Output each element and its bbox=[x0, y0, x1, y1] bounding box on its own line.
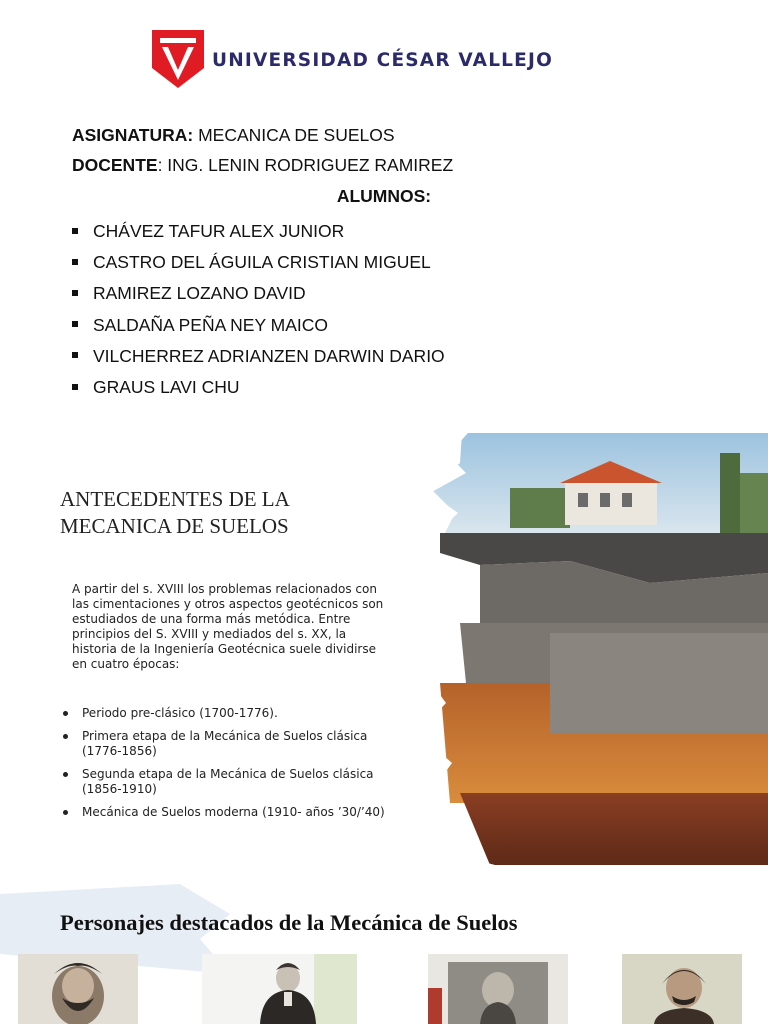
antecedentes-paragraph: A partir del s. XVIII los problemas relacionados con las cimentaciones y otros aspectos geotécnicos son estudiados de una forma más metódica. Entre principios del S. XVIII y mediados del s. XX, la historia de la Ingeniería Geotécnica suele dividirse en cuatro épocas: bbox=[72, 582, 384, 671]
student-name: CASTRO DEL ÁGUILA CRISTIAN MIGUEL bbox=[93, 252, 431, 273]
square-bullet-icon bbox=[72, 259, 78, 265]
list-item: Periodo pre-clásico (1700-1776). bbox=[60, 706, 390, 721]
list-item bbox=[72, 216, 445, 247]
docente-label: DOCENTE bbox=[72, 155, 158, 175]
docente-line bbox=[72, 155, 453, 176]
portrait-photo bbox=[202, 954, 357, 1024]
asignatura-label: ASIGNATURA: bbox=[72, 125, 194, 145]
student-list bbox=[72, 216, 445, 403]
list-item bbox=[72, 341, 445, 372]
list-item: Primera etapa de la Mecánica de Suelos clásica (1776-1856) bbox=[60, 729, 390, 759]
list-item bbox=[72, 372, 445, 403]
cover-page bbox=[0, 0, 768, 420]
university-name: UNIVERSIDAD CÉSAR VALLEJO bbox=[212, 50, 554, 71]
square-bullet-icon bbox=[72, 352, 78, 358]
antecedentes-page bbox=[0, 420, 768, 872]
square-bullet-icon bbox=[72, 290, 78, 296]
docente-value: : ING. LENIN RODRIGUEZ RAMIREZ bbox=[157, 155, 454, 175]
student-name: VILCHERREZ ADRIANZEN DARWIN DARIO bbox=[93, 345, 445, 366]
personajes-title: Personajes destacados de la Mecánica de Suelos bbox=[60, 910, 518, 935]
asignatura-value: MECANICA DE SUELOS bbox=[198, 125, 395, 145]
student-name: CHÁVEZ TAFUR ALEX JUNIOR bbox=[93, 221, 345, 242]
square-bullet-icon bbox=[72, 384, 78, 390]
list-item bbox=[72, 278, 445, 309]
list-item: Segunda etapa de la Mecánica de Suelos clásica (1856-1910) bbox=[60, 767, 390, 797]
portrait-photo bbox=[592, 954, 742, 1024]
soil-layers-photo bbox=[400, 433, 768, 865]
alumnos-heading: ALUMNOS: bbox=[336, 186, 432, 206]
epochs-list bbox=[60, 706, 390, 828]
square-bullet-icon bbox=[72, 321, 78, 327]
list-item bbox=[72, 247, 445, 278]
course-line bbox=[72, 125, 395, 146]
student-name: RAMIREZ LOZANO DAVID bbox=[93, 283, 306, 304]
personajes-page bbox=[0, 872, 768, 1024]
list-item: Mecánica de Suelos moderna (1910- años ’30/’40) bbox=[60, 805, 390, 820]
antecedentes-title: ANTECEDENTES DE LA MECANICA DE SUELOS bbox=[60, 487, 289, 538]
list-item bbox=[72, 310, 445, 341]
university-logo-icon bbox=[152, 30, 204, 88]
student-name: GRAUS LAVI CHU bbox=[93, 377, 240, 398]
square-bullet-icon bbox=[72, 228, 78, 234]
student-name: SALDAÑA PEÑA NEY MAICO bbox=[93, 314, 329, 335]
portrait-photo bbox=[428, 954, 568, 1024]
portrait-photo bbox=[18, 954, 138, 1024]
